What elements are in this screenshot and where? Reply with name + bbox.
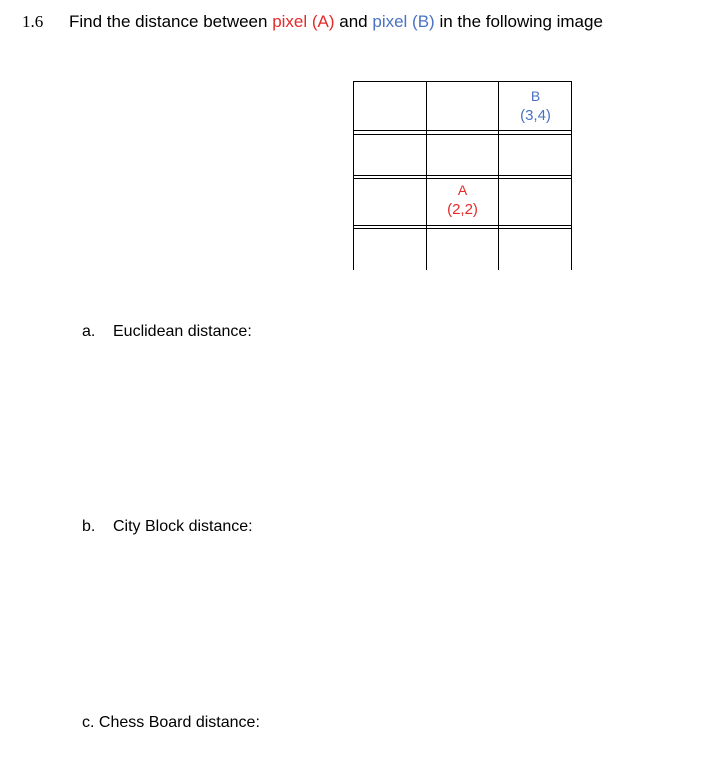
pixel-grid (353, 81, 572, 270)
part-b-label: City Block distance: (113, 518, 253, 535)
pixel-b-coords: (3,4) (520, 107, 551, 124)
pixel-b-cell (499, 86, 572, 126)
pixel-b-reference: pixel (B) (372, 12, 435, 31)
question-number: 1.6 (22, 12, 44, 31)
grid-line-h (353, 134, 572, 135)
part-a-label: Euclidean distance: (113, 323, 252, 340)
grid-line-h (353, 178, 572, 179)
grid-line-h (353, 225, 572, 226)
part-a (82, 323, 252, 341)
question-line (22, 10, 603, 34)
part-b (82, 518, 253, 536)
grid-line-h (353, 130, 572, 131)
grid-line-h (353, 81, 572, 82)
grid-line-v (353, 81, 354, 270)
part-a-letter: a. (82, 323, 96, 340)
pixel-a-name: A (457, 182, 468, 198)
pixel-b-name: B (530, 88, 541, 104)
pixel-a-coords: (2,2) (447, 201, 478, 218)
part-b-letter: b. (82, 518, 96, 535)
pixel-a-reference: pixel (A) (272, 12, 335, 31)
grid-line-v (426, 81, 427, 270)
question-text-after: in the following image (434, 12, 603, 31)
pixel-a-cell (426, 180, 499, 220)
grid-line-h (353, 175, 572, 176)
question-text-before: Find the distance between (69, 12, 273, 31)
grid-line-h (353, 228, 572, 229)
question-text-middle: and (334, 12, 373, 31)
part-c (82, 714, 260, 732)
part-c-label: Chess Board distance: (98, 714, 260, 731)
part-c-letter: c. (82, 714, 95, 731)
